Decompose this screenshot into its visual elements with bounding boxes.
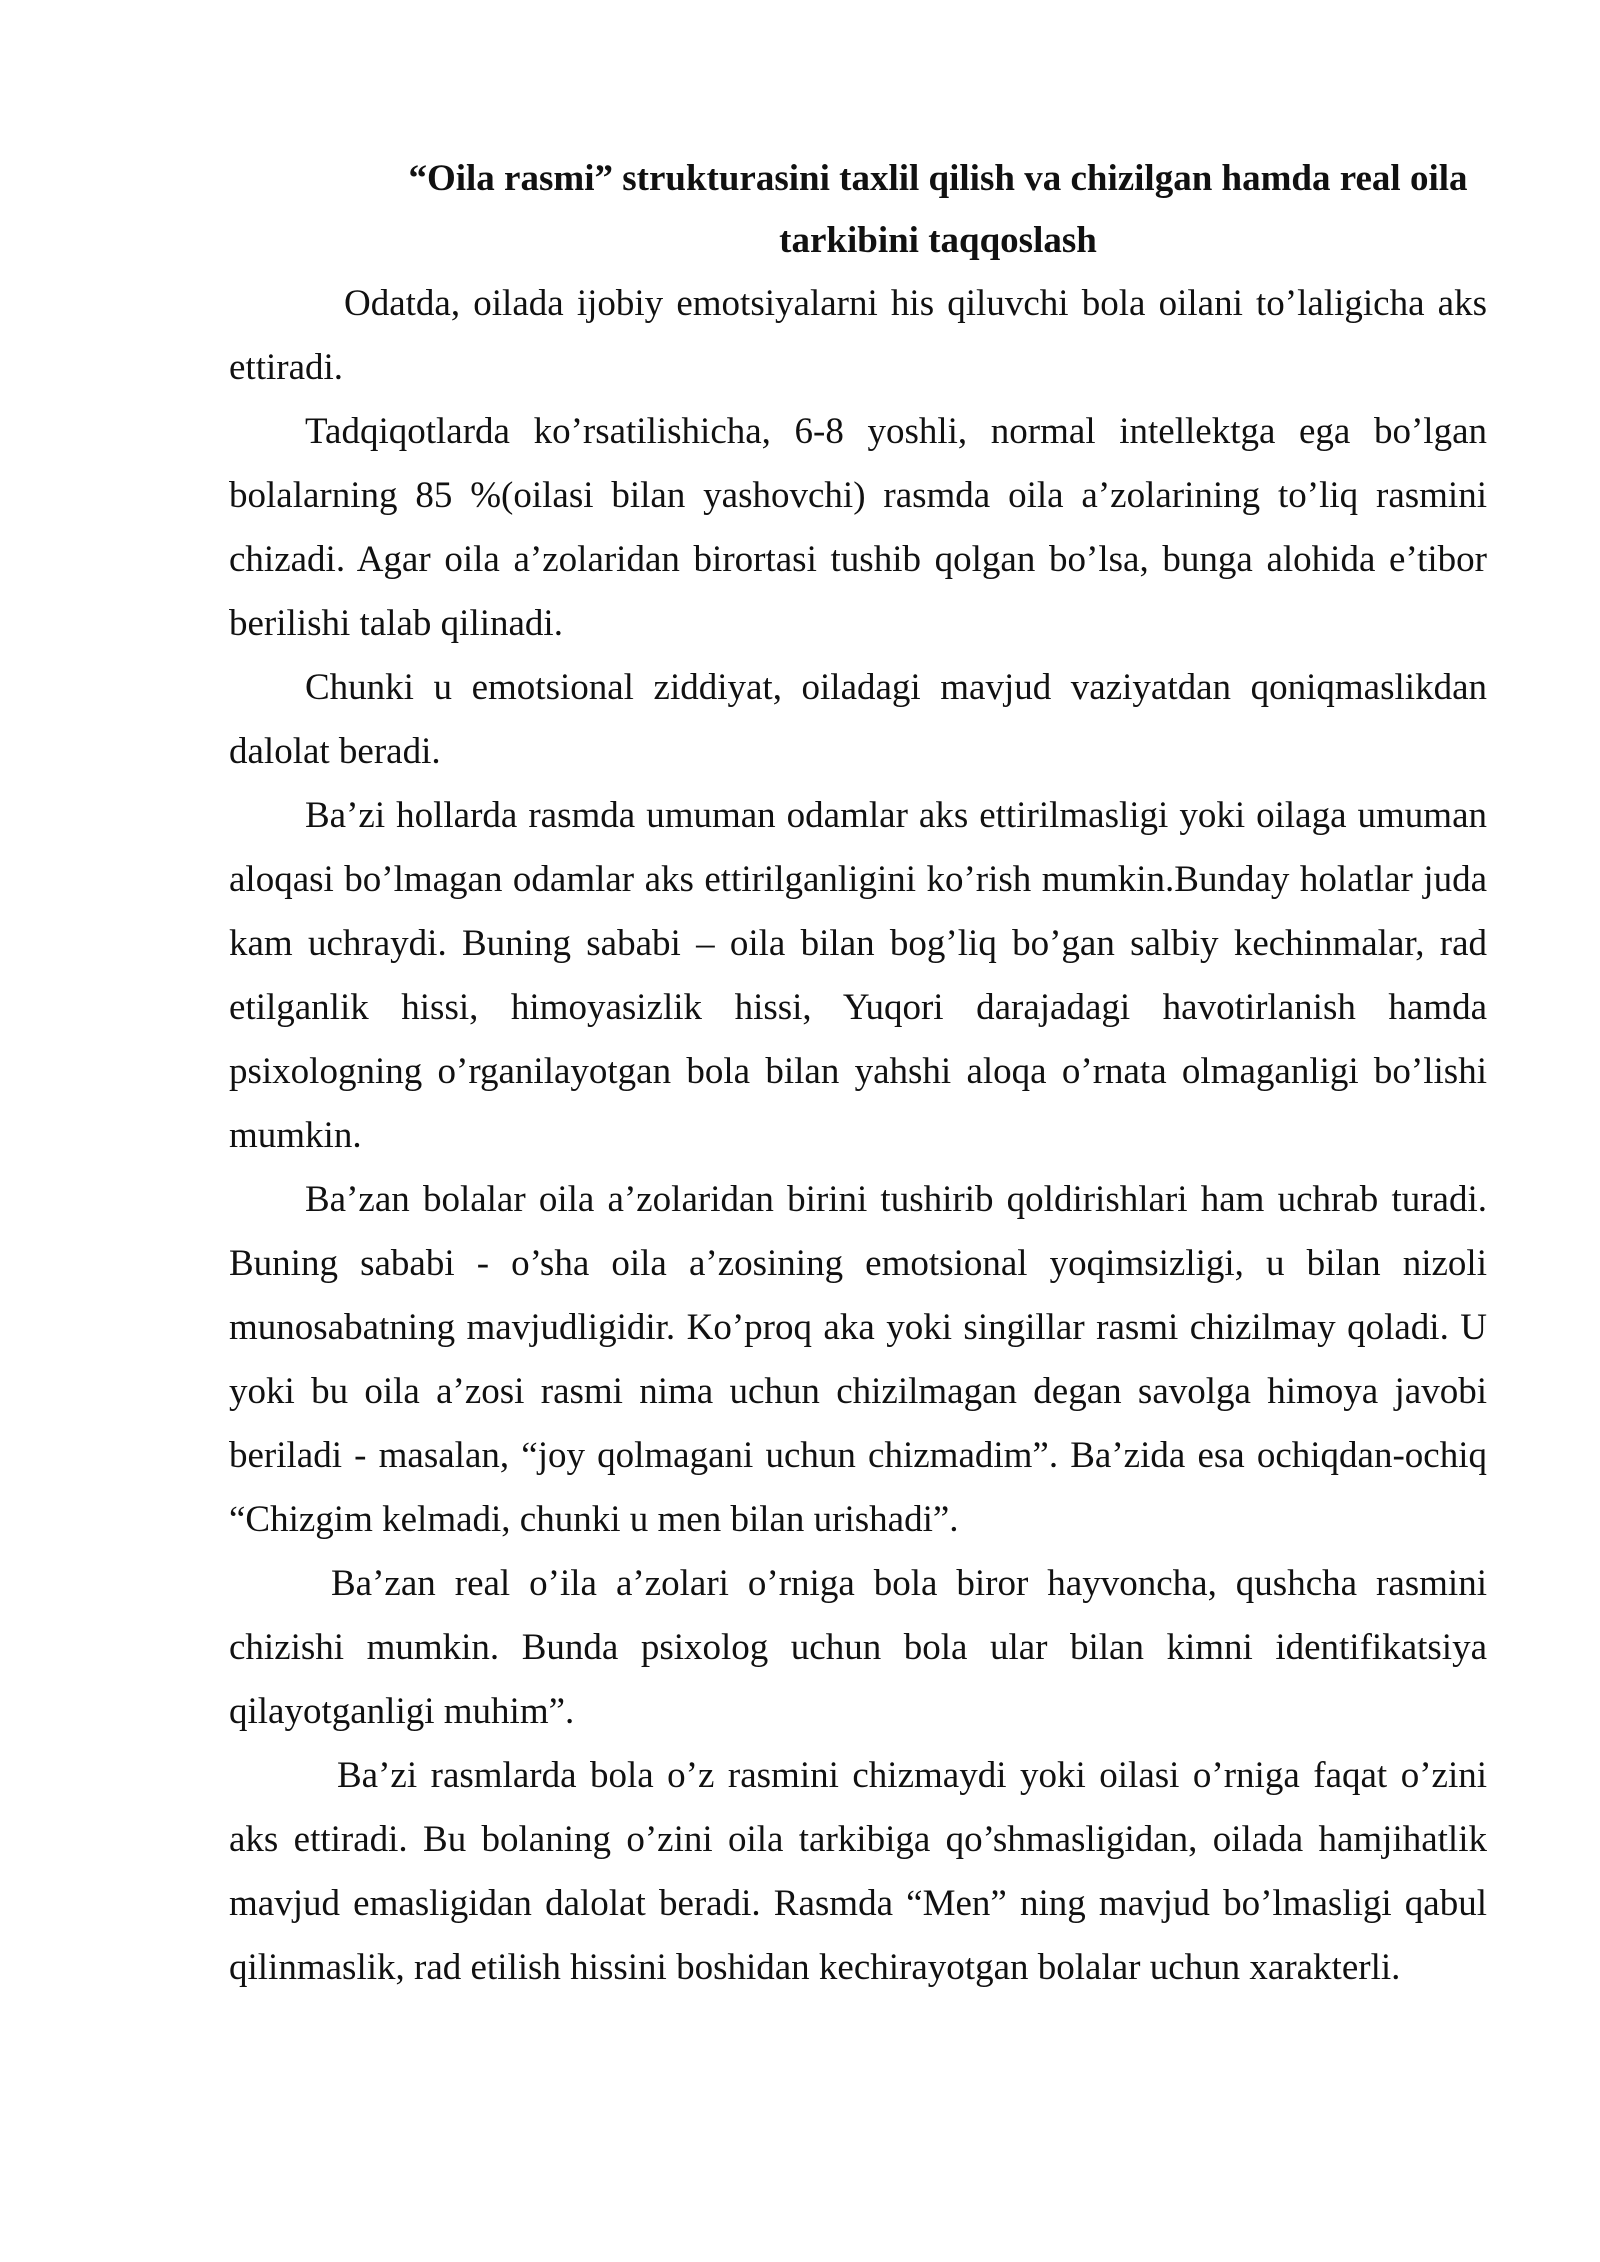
paragraph: Ba’zan bolalar oila a’zolaridan birini tushirib qoldirishlari ham uchrab turadi. Buning sababi - o’sha oila a’zosining emotsional yoqimsizligi, u bilan nizoli munosabatning mavjudligidir. Ko’proq aka yoki singillar rasmi chizilmay qoladi. U yoki bu oila a’zosi rasmi nima uchun chizilmagan degan savolga himoya javobi beriladi - masalan, “joy qolmagani uchun chizmadim”. Ba’zida esa ochiqdan-ochiq “Chizgim kelmadi, chunki u men bilan urishadi”. bbox=[229, 1179, 1487, 1540]
paragraph: Odatda, oilada ijobiy emotsiyalarni his qiluvchi bola oilani to’laligicha aks ettiradi. bbox=[229, 283, 1487, 388]
paragraph: Tadqiqotlarda ko’rsatilishicha, 6-8 yoshli, normal intellektga ega bo’lgan bolalarning 85 %(oilasi bilan yashovchi) rasmda oila a’zolarining to’liq rasmini chizadi. Agar oila a’zolaridan birortasi tushib qolgan bo’lsa, bunga alohida e’tibor berilishi talab qilinadi. bbox=[229, 411, 1487, 644]
document-title: “Oila rasmi” strukturasini taxlil qilish va chizilgan hamda real oila tarkibini taqqoslash bbox=[408, 158, 1468, 261]
paragraph: Ba’zi rasmlarda bola o’z rasmini chizmaydi yoki oilasi o’rniga faqat o’zini aks ettiradi. Bu bolaning o’zini oila tarkibiga qo’shmasligidan, oilada hamjihatlik mavjud emasligidan dalolat beradi. Rasmda “Men” ning mavjud bo’lmasligi qabul qilinmaslik, rad etilish hissini boshidan kechirayotgan bolalar uchun xarakterli. bbox=[229, 1755, 1487, 1988]
paragraph: Chunki u emotsional ziddiyat, oiladagi mavjud vaziyatdan qoniqmaslikdan dalolat beradi. bbox=[229, 667, 1487, 772]
paragraph: Ba’zan real o’ila a’zolari o’rniga bola biror hayvoncha, qushcha rasmini chizishi mumkin. Bunda psixolog uchun bola ular bilan kimni identifikatsiya qilayotganligi muhim”. bbox=[229, 1563, 1487, 1732]
document-body bbox=[229, 148, 1487, 2000]
paragraph: Ba’zi hollarda rasmda umuman odamlar aks ettirilmasligi yoki oilaga umuman aloqasi bo’lmagan odamlar aks ettirilganligini ko’rish mumkin.Bunday holatlar juda kam uchraydi. Buning sababi – oila bilan bog’liq bo’gan salbiy kechinmalar, rad etilganlik hissi, himoyasizlik hissi, Yuqori darajadagi havotirlanish hamda psixologning o’rganilayotgan bola bilan yahshi aloqa o’rnata olmaganligi bo’lishi mumkin. bbox=[229, 795, 1487, 1156]
